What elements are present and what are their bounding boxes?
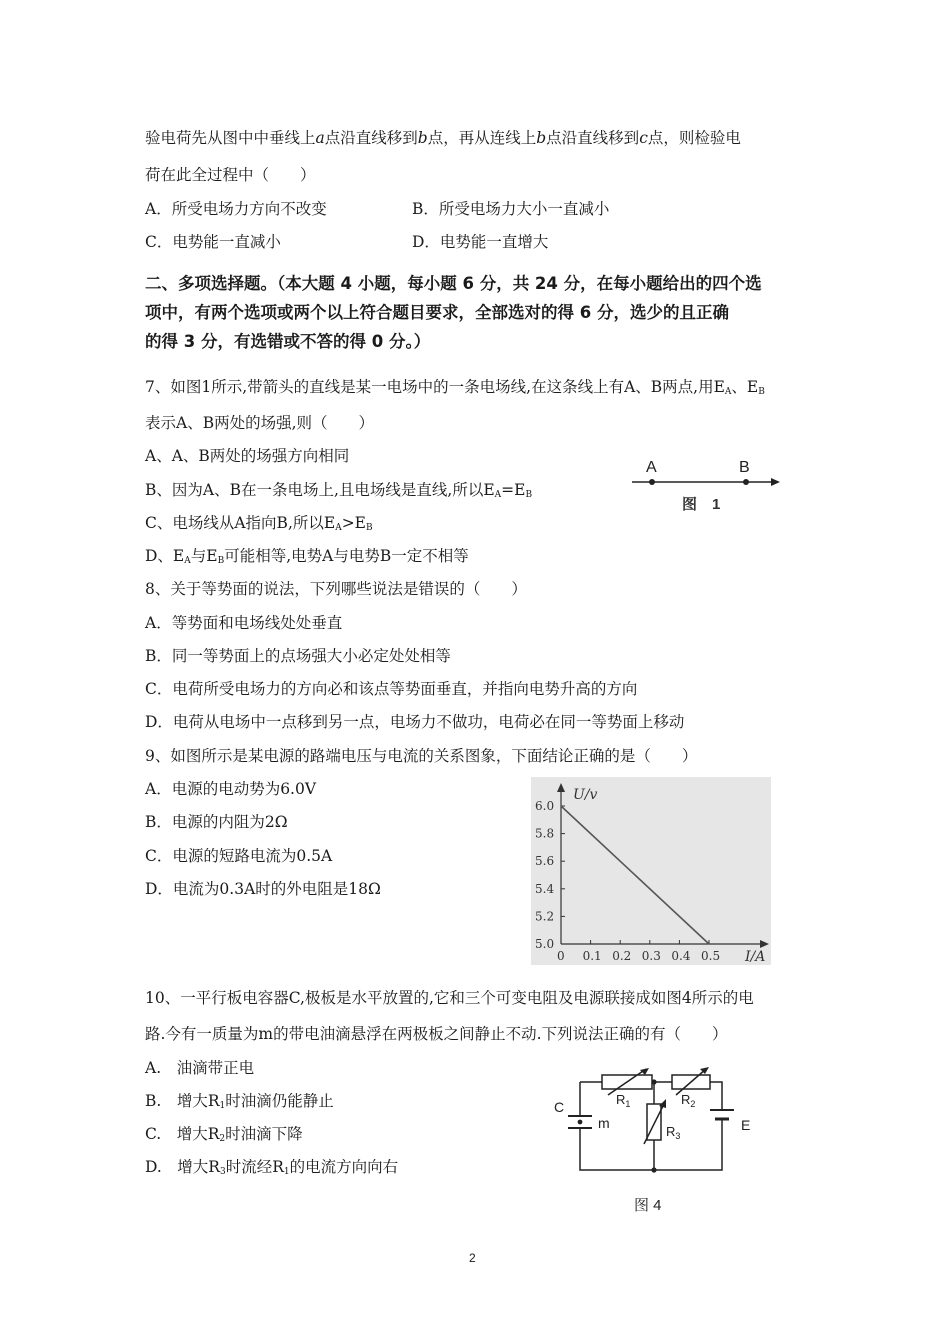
- junction-bottom: [651, 1167, 656, 1172]
- x-tick-label: 0.1: [582, 949, 602, 963]
- q9-option-c: C．电源的短路电流为0.5A: [145, 847, 333, 865]
- section2-line-2: 项中，有两个选项或两个以上符合题目要求，全部选对的得 6 分，选少的且正确: [145, 303, 729, 322]
- ui-chart: [531, 777, 771, 965]
- q7-option-a: A、A、B两处的场强方向相同: [145, 447, 350, 465]
- label-r1: $R_1$: [616, 1092, 631, 1109]
- point-b-label: B: [739, 459, 750, 476]
- y-tick-label: 5.6: [535, 854, 555, 869]
- q10-option-a: A. 油滴带正电: [145, 1059, 255, 1077]
- q8-option-d: D．电荷从电场中一点移到另一点，电场力不做功，电荷必在同一等势面上移动: [145, 713, 685, 731]
- q8-option-a: A．等势面和电场线处处垂直: [145, 614, 343, 632]
- intro-line-1: 验电荷先从图中中垂线上a点沿直线移到b点，再从连线上b点沿直线移到c点，则检验电: [145, 129, 741, 147]
- section2-line-3: 的得 3 分，有选错或不答的得 0 分。）: [145, 332, 431, 351]
- y-axis-label: U/v: [573, 787, 598, 803]
- y-tick-label: 5.0: [535, 937, 555, 951]
- q7-option-c: C、电场线从A指向B,所以$E_A>E_B$: [145, 514, 373, 533]
- q8-option-c: C．电荷所受电场力的方向必和该点等势面垂直，并指向电势升高的方向: [145, 680, 638, 698]
- q7-option-d: D、$E_A$与$E_B$可能相等,电势A与电势B一定不相等: [145, 547, 469, 566]
- x-tick-label: 0.4: [671, 949, 691, 963]
- label-m: m: [598, 1115, 610, 1131]
- intro-option-c: C．电势能一直减小: [145, 233, 281, 251]
- x-axis-label: I/A: [745, 949, 766, 965]
- label-c: C: [554, 1099, 565, 1115]
- point-a-label: A: [646, 459, 657, 476]
- figure-1: [628, 452, 788, 518]
- junction-top: [651, 1079, 656, 1084]
- section2-line-1: 二、多项选择题。（本大题 4 小题，每小题 6 分，共 24 分，在每小题给出的四个选: [145, 274, 762, 293]
- q9-option-b: B．电源的内阻为2Ω: [145, 813, 288, 831]
- q7-line-2: 表示A、B两处的场强,则（ ）: [145, 414, 375, 432]
- q10-option-d: D. 增大$R_3$时流经$R_1$的电流方向向右: [145, 1158, 399, 1177]
- figure-4-circuit: [548, 1062, 768, 1220]
- y-tick-label: 6.0: [535, 799, 555, 813]
- q9-option-a: A．电源的电动势为6.0V: [145, 780, 317, 798]
- x-tick-label: 0.3: [641, 949, 661, 963]
- label-r2: $R_2$: [681, 1092, 696, 1109]
- wire-top-right: [710, 1082, 722, 1110]
- intro-line-2: 荷在此全过程中（ ）: [145, 166, 316, 184]
- wire-bottom: [580, 1128, 722, 1170]
- x-tick-label: 0.5: [701, 949, 721, 963]
- q7-option-b: B、因为A、B在一条电场上,且电场线是直线,所以$E_A=E_B$: [145, 481, 533, 500]
- label-e: E: [741, 1117, 751, 1133]
- intro-option-d: D．电势能一直增大: [412, 233, 549, 251]
- q10-line-1: 10、一平行板电容器C,极板是水平放置的,它和三个可变电阻及电源联接成如图4所示的电: [145, 989, 754, 1007]
- q10-line-2: 路.今有一质量为m的带电油滴悬浮在两极板之间静止不动.下列说法正确的有（ ）: [145, 1025, 728, 1043]
- y-tick-label: 5.2: [535, 909, 555, 924]
- oil-drop: [578, 1120, 583, 1125]
- q8-option-b: B．同一等势面上的点场强大小必定处处相等: [145, 647, 451, 665]
- q10-option-b: B. 增大$R_1$时油滴仍能静止: [145, 1092, 334, 1111]
- q9-stem: 9、如图所示是某电源的路端电压与电流的关系图象，下面结论正确的是（ ）: [145, 747, 698, 765]
- chart-background: [531, 777, 771, 965]
- r1-arrow-line: [608, 1069, 646, 1095]
- label-r3: $R_3$: [666, 1124, 681, 1141]
- point-b-dot: [743, 479, 749, 485]
- q10-option-c: C. 增大$R_2$时油滴下降: [145, 1125, 303, 1144]
- intro-option-b: B．所受电场力大小一直减小: [412, 200, 610, 218]
- x-tick-label: 0.2: [612, 949, 632, 963]
- y-tick-label: 5.8: [535, 826, 555, 841]
- page-number: 2: [469, 1251, 476, 1265]
- figure-4-caption: 图 4: [634, 1197, 662, 1214]
- figure-1-caption: 图 1: [682, 496, 721, 513]
- point-a-dot: [649, 479, 655, 485]
- q7-line-1: 7、如图1所示,带箭头的直线是某一电场中的一条电场线,在这条线上有A、B两点,用$E_A$、$E_B$: [145, 378, 765, 397]
- y-tick-label: 5.4: [535, 881, 555, 896]
- intro-option-a: A．所受电场力方向不改变: [145, 200, 327, 218]
- q8-stem: 8、关于等势面的说法，下列哪些说法是错误的（ ）: [145, 580, 527, 598]
- x-tick-label: 0: [557, 949, 565, 963]
- q9-option-d: D．电流为0.3A时的外电阻是18Ω: [145, 880, 381, 898]
